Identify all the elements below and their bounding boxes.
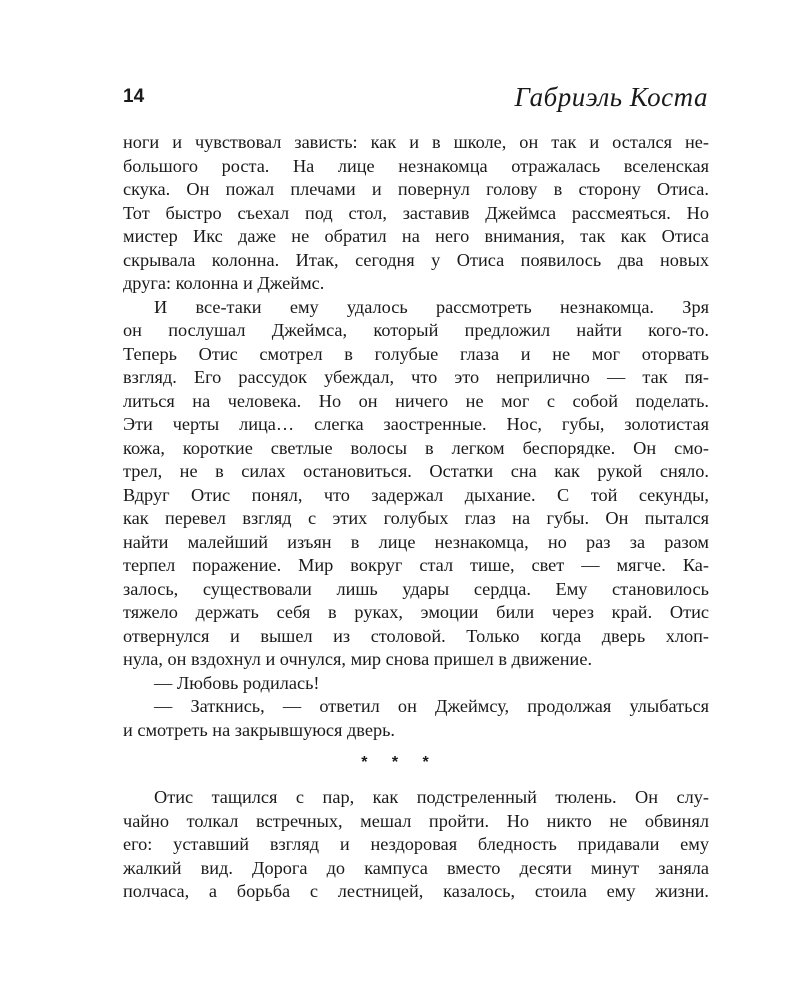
text-line: и смотреть на закрывшуюся дверь. — [123, 719, 395, 740]
text-line: терпел поражение. Мир вокруг стал тише, свет — мягче. Ка- — [123, 555, 709, 575]
text-line: большого роста. На лице незнакомца отражалась вселенская — [123, 155, 709, 176]
text-line: его: уставший взгляд и нездоровая бледность придавали ему — [123, 834, 709, 854]
section-separator: * * * — [361, 754, 439, 771]
text-line: ноги и чувствовал зависть: как и в школе, он так и остался не- — [123, 132, 709, 152]
text-line: трел, не в силах остановиться. Остатки сна как рукой сняло. — [123, 461, 709, 481]
text-line: нула, он вздохнул и очнулся, мир снова пришел в движение. — [123, 649, 593, 669]
text-line: Тот быстро съехал под стол, заставив Джеймса рассмеяться. Но — [123, 202, 709, 223]
text-line: жалкий вид. Дорога до кампуса вместо десяти минут заняла — [123, 857, 709, 878]
text-line: отвернулся и вышел из столовой. Только когда дверь хлоп- — [123, 625, 709, 646]
text-line: кожа, короткие светлые волосы в легком беспорядке. Он смо- — [123, 437, 709, 458]
running-header-author: Габриэль Коста — [514, 82, 708, 112]
section-2-text — [123, 786, 709, 904]
dialogue-line: — Любовь родилась! — [154, 672, 320, 693]
text-line: Вдруг Отис понял, что задержал дыхание. С той секунды, — [123, 484, 709, 505]
text-line: чайно толкал встречных, мешал пройти. Но никто не обвинял — [123, 810, 709, 831]
text-line: скука. Он пожал плечами и повернул голову в сторону Отиса. — [123, 179, 709, 199]
text-line: взгляд. Его рассудок убеждал, что это неприлично — так пя- — [123, 367, 709, 387]
text-line: друга: колонна и Джеймс. — [123, 273, 325, 293]
text-line: мистер Икс даже не обратил на него внимания, так как Отиса — [123, 226, 709, 246]
text-line: литься на человека. Но он ничего не мог с собой поделать. — [123, 390, 709, 411]
text-line: как перевел взгляд с этих голубых глаз на губы. Он пытался — [123, 508, 709, 528]
page-number: 14 — [123, 86, 145, 107]
text-line: найти малейший изъян в лице незнакомца, но раз за разом — [123, 531, 709, 552]
text-line: он послушал Джеймса, который предложил найти кого-то. — [123, 320, 709, 340]
section-1-text — [123, 131, 709, 742]
dialogue-line: — Заткнись, — ответил он Джеймсу, продолжая улыбаться — [154, 696, 709, 716]
text-line: тяжело держать себя в руках, эмоции били через край. Отис — [123, 602, 709, 622]
text-line: Эти черты лица… слегка заостренные. Нос, губы, золотистая — [123, 414, 709, 434]
text-line: скрывала колонна. Итак, сегодня у Отиса появилось два новых — [123, 249, 709, 270]
text-line: полчаса, а борьба с лестницей, казалось, стоила ему жизни. — [123, 881, 709, 901]
text-line: Отис тащился с пар, как подстреленный тюлень. Он слу- — [154, 787, 709, 807]
text-line: И все-таки ему удалось рассмотреть незнакомца. Зря — [154, 296, 709, 317]
text-line: Теперь Отис смотрел в голубые глаза и не мог оторвать — [123, 343, 709, 364]
text-line: залось, существовали лишь удары сердца. Ему становилось — [123, 578, 709, 599]
